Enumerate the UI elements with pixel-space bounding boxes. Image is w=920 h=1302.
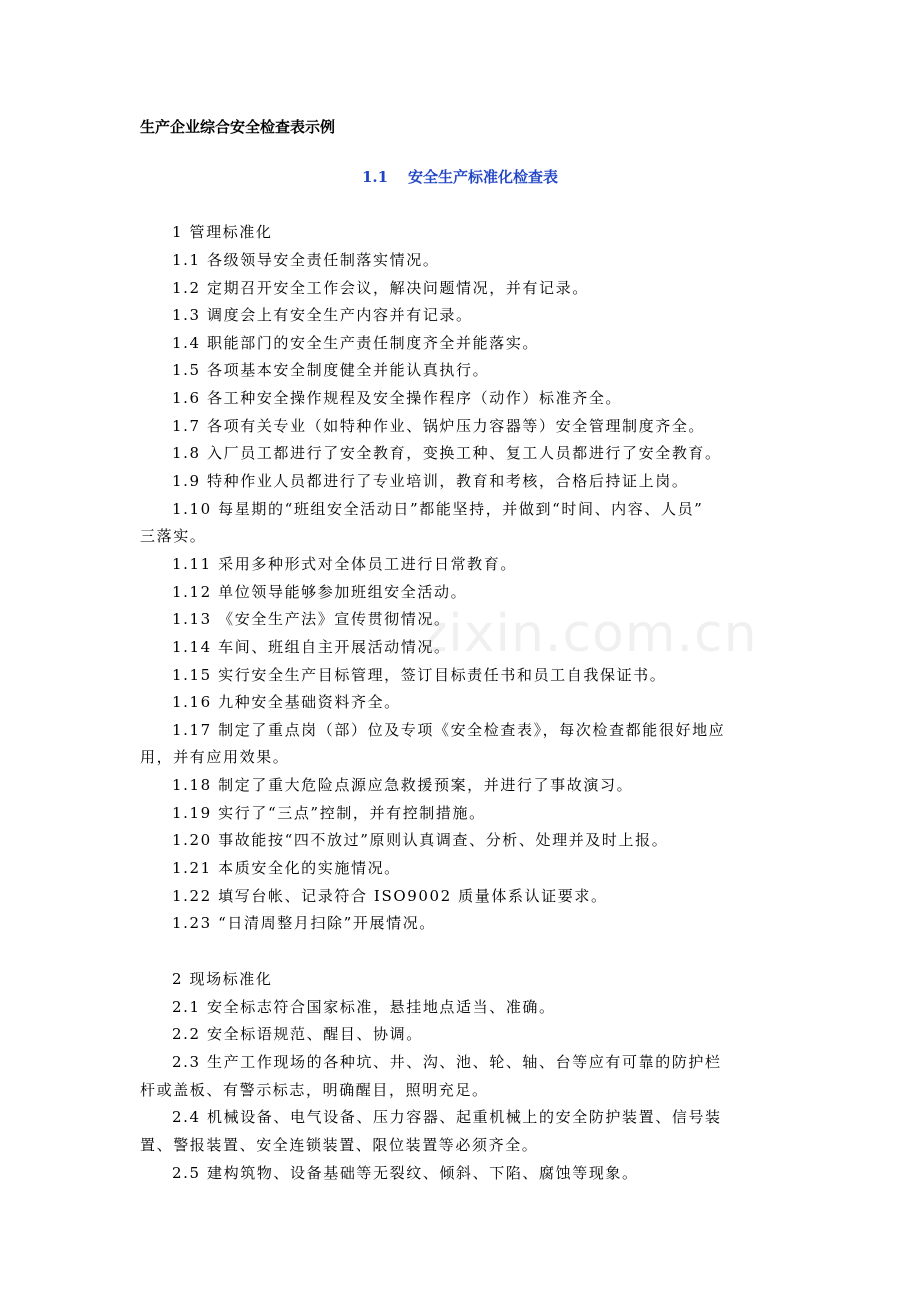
part1-item: 1.1 各级领导安全责任制落实情况。	[172, 251, 440, 269]
part1-item-continuation: 三落实。	[140, 527, 207, 545]
part1-item: 1.23 “日清周整月扫除”开展情况。	[172, 914, 436, 932]
part1-item: 1.14 车间、班组自主开展活动情况。	[172, 638, 451, 656]
part1-item: 1.4 职能部门的安全生产责任制度齐全并能落实。	[172, 334, 540, 352]
part1-heading: 1 管理标准化	[172, 223, 273, 241]
part1-item: 1.10 每星期的“班组安全活动日”都能坚持，并做到“时间、内容、人员”	[172, 500, 704, 518]
part1-item: 1.5 各项基本安全制度健全并能认真执行。	[172, 361, 490, 379]
part2-item: 2.2 安全标语规范、醒目、协调。	[172, 1025, 423, 1043]
part1-item: 1.20 事故能按“四不放过”原则认真调查、分析、处理并及时上报。	[172, 831, 669, 849]
part2-item: 2.5 建构筑物、设备基础等无裂纹、倾斜、下陷、腐蚀等现象。	[172, 1164, 639, 1182]
section-number: 1.1	[361, 168, 389, 186]
part1-item: 1.16 九种安全基础资料齐全。	[172, 693, 401, 711]
part2-item-continuation: 杆或盖板、有警示标志，明确醒目，照明充足。	[140, 1081, 489, 1099]
section-heading-text: 安全生产标准化检查表	[408, 168, 559, 186]
part1-item: 1.9 特种作业人员都进行了专业培训，教育和考核，合格后持证上岗。	[172, 472, 689, 490]
part1-item: 1.12 单位领导能够参加班组安全活动。	[172, 583, 468, 601]
part1-item: 1.13 《安全生产法》宣传贯彻情况。	[172, 610, 451, 628]
part1-item: 1.2 定期召开安全工作会议，解决问题情况，并有记录。	[172, 279, 589, 297]
part1-item: 1.8 入厂员工都进行了安全教育，变换工种、复工人员都进行了安全教育。	[172, 444, 722, 462]
watermark: zixin.com.cn	[420, 604, 758, 664]
part1-item-continuation: 用，并有应用效果。	[140, 748, 290, 766]
section-heading	[0, 166, 920, 187]
part2-item-continuation: 置、警报装置、安全连锁装置、限位装置等必须齐全。	[140, 1136, 539, 1154]
part2-item: 2.4 机械设备、电气设备、压力容器、起重机械上的安全防护装置、信号装	[172, 1108, 722, 1126]
part1-item: 1.11 采用多种形式对全体员工进行日常教育。	[172, 555, 517, 573]
part2-item: 2.3 生产工作现场的各种坑、井、沟、池、轮、轴、台等应有可靠的防护栏	[172, 1053, 722, 1071]
part1-item: 1.15 实行安全生产目标管理，签订目标责任书和员工自我保证书。	[172, 666, 667, 684]
part1-item: 1.17 制定了重点岗（部）位及专项《安全检查表》，每次检查都能很好地应	[172, 721, 726, 739]
part1-item: 1.22 填写台帐、记录符合 ISO9002 质量体系认证要求。	[172, 887, 608, 905]
part1-item: 1.7 各项有关专业（如特种作业、锅炉压力容器等）安全管理制度齐全。	[172, 417, 706, 435]
part1-item: 1.6 各工种安全操作规程及安全操作程序（动作）标准齐全。	[172, 389, 623, 407]
part2-item: 2.1 安全标志符合国家标准，悬挂地点适当、准确。	[172, 998, 556, 1016]
part1-item: 1.3 调度会上有安全生产内容并有记录。	[172, 306, 473, 324]
part1-item: 1.18 制定了重大危险点源应急救援预案，并进行了事故演习。	[172, 776, 634, 794]
part2-heading: 2 现场标准化	[172, 970, 273, 988]
document-title: 生产企业综合安全检查表示例	[140, 118, 336, 136]
part1-item: 1.19 实行了“三点”控制，并有控制措施。	[172, 804, 486, 822]
part1-item: 1.21 本质安全化的实施情况。	[172, 859, 401, 877]
